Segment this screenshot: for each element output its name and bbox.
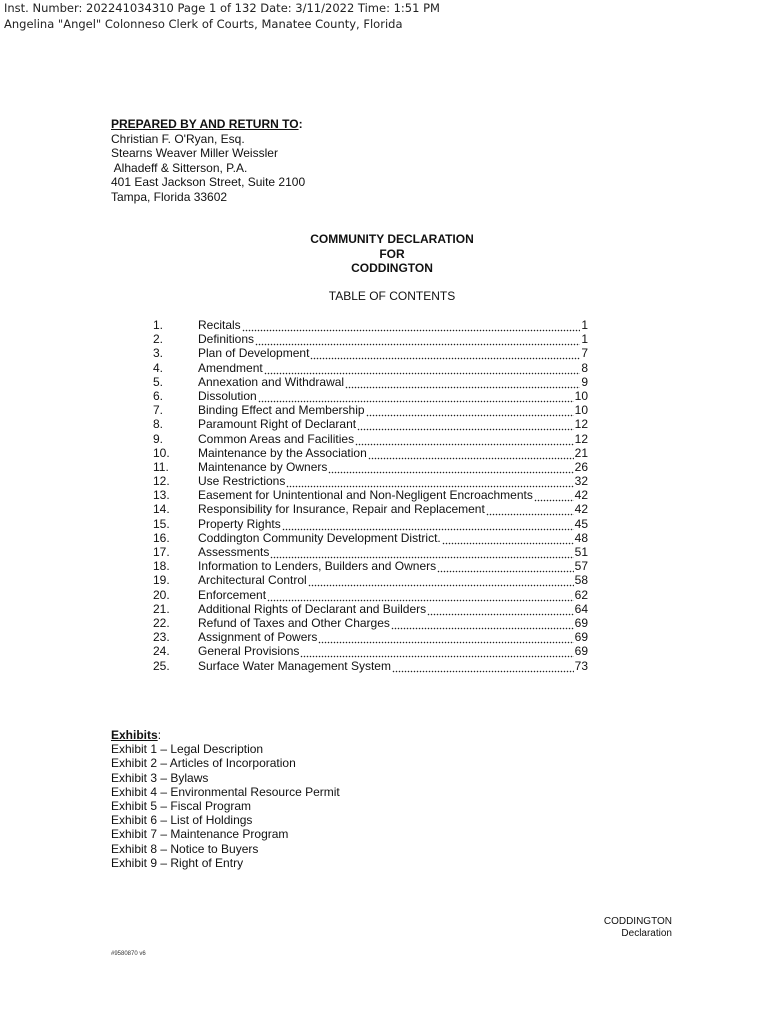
toc-leader-dots xyxy=(355,432,574,446)
toc-page-number: 51 xyxy=(574,545,588,559)
toc-row xyxy=(153,432,588,446)
toc-page-number: 62 xyxy=(574,587,588,602)
exhibits-heading: Exhibits: xyxy=(111,728,162,742)
toc-title: Responsibility for Insurance, Repair and Replacement xyxy=(198,502,485,517)
toc-title: Plan of Development xyxy=(198,346,310,361)
title-line-2: FOR xyxy=(379,246,405,261)
title-line-1: COMMUNITY DECLARATION xyxy=(310,232,474,246)
document-number: #9580870 v6 xyxy=(111,951,146,957)
toc-number: 17. xyxy=(153,545,170,559)
toc-row xyxy=(153,446,588,460)
toc-leader-dots xyxy=(357,417,574,431)
toc-number: 18. xyxy=(153,559,170,574)
toc-title: Amendment xyxy=(198,360,263,375)
toc-number: 6. xyxy=(153,388,164,403)
toc-number: 7. xyxy=(153,403,164,418)
toc-page-number: 48 xyxy=(574,530,588,545)
exhibit-item: Exhibit 1 – Legal Description xyxy=(111,742,264,757)
toc-page-number: 69 xyxy=(574,615,588,630)
toc-title: Easement for Unintentional and Non-Negligent Encroachments xyxy=(198,488,533,503)
toc-row xyxy=(153,602,588,616)
toc-page-number: 32 xyxy=(574,474,588,489)
toc-page-number: 57 xyxy=(574,559,588,574)
toc-row xyxy=(153,346,588,360)
toc-page-number: 10 xyxy=(574,388,588,403)
toc-row xyxy=(153,389,588,403)
prepared-by-line: 401 East Jackson Street, Suite 2100 xyxy=(111,175,306,189)
toc-page-number: 73 xyxy=(574,658,588,673)
toc-title: Use Restrictions xyxy=(198,474,286,489)
toc-row xyxy=(153,630,588,644)
prepared-by-block xyxy=(111,117,305,204)
toc-title: Annexation and Withdrawal xyxy=(198,374,345,389)
toc-number: 11. xyxy=(153,459,169,474)
exhibit-item: Exhibit 2 – Articles of Incorporation xyxy=(111,756,296,771)
title-line-3: CODDINGTON xyxy=(351,261,433,275)
exhibit-item: Exhibit 3 – Bylaws xyxy=(111,770,209,785)
toc-page-number: 1 xyxy=(581,332,588,347)
toc-row xyxy=(153,502,588,516)
toc-number: 21. xyxy=(153,601,170,616)
toc-leader-dots xyxy=(437,559,574,573)
toc-number: 10. xyxy=(153,445,170,460)
toc-leader-dots xyxy=(366,403,574,417)
toc-number: 5. xyxy=(153,374,164,389)
prepared-by-line: Stearns Weaver Miller Weissler xyxy=(111,146,278,160)
footer-name: CODDINGTON xyxy=(603,916,672,927)
toc-leader-dots xyxy=(258,389,574,403)
toc-page-number: 69 xyxy=(574,644,588,659)
toc-leader-dots xyxy=(264,361,581,375)
toc-title: Common Areas and Facilities xyxy=(198,431,355,446)
toc-row xyxy=(153,332,588,346)
toc-page-number: 64 xyxy=(574,601,588,616)
toc-leader-dots xyxy=(392,659,574,673)
toc-row xyxy=(153,460,588,474)
toc-leader-dots xyxy=(310,346,580,360)
toc-page-number: 12 xyxy=(574,417,588,432)
toc-leader-dots xyxy=(318,630,573,644)
toc-leader-dots xyxy=(328,460,573,474)
exhibit-item: Exhibit 8 – Notice to Buyers xyxy=(111,841,259,856)
toc-leader-dots xyxy=(368,446,574,460)
toc-page-number: 10 xyxy=(574,403,588,418)
footer-label xyxy=(604,916,672,940)
toc-leader-dots xyxy=(442,531,574,545)
toc-page-number: 8 xyxy=(581,360,588,375)
toc-page-number: 9 xyxy=(581,374,588,389)
document-title xyxy=(0,232,768,276)
toc-row xyxy=(153,588,588,602)
toc-leader-dots xyxy=(534,488,574,502)
toc-title: Architectural Control xyxy=(198,573,307,588)
toc-page-number: 69 xyxy=(574,630,588,645)
toc-page-number: 1 xyxy=(581,318,588,332)
toc-leader-dots xyxy=(300,644,573,658)
toc-title: Coddington Community Development District. xyxy=(198,530,441,545)
exhibits-block xyxy=(111,728,340,870)
toc-number: 19. xyxy=(153,573,170,588)
toc-page-number: 21 xyxy=(574,445,588,460)
toc-title: Maintenance by the Association xyxy=(198,445,367,460)
toc-row xyxy=(153,474,588,488)
toc-number: 13. xyxy=(153,488,170,503)
toc-row xyxy=(153,403,588,417)
toc-title: Assessments xyxy=(198,545,270,559)
toc-row xyxy=(153,659,588,673)
table-of-contents xyxy=(153,318,588,673)
toc-row xyxy=(153,573,588,587)
toc-title: Dissolution xyxy=(198,388,257,403)
toc-page-number: 26 xyxy=(574,459,588,474)
toc-leader-dots xyxy=(267,588,574,602)
toc-number: 4. xyxy=(153,360,164,375)
toc-number: 24. xyxy=(153,644,170,659)
toc-row xyxy=(153,616,588,630)
toc-row xyxy=(153,517,588,531)
toc-number: 23. xyxy=(153,630,170,645)
recording-stamp-line-2: Angelina "Angel" Colonneso Clerk of Courts, Manatee County, Florida xyxy=(4,17,403,31)
toc-title: Definitions xyxy=(198,332,255,347)
recording-stamp-line-1: Inst. Number: 202241034310 Page 1 of 132 Date: 3/11/2022 Time: 1:51 PM xyxy=(4,1,440,15)
toc-row xyxy=(153,375,588,389)
toc-title: Maintenance by Owners xyxy=(198,459,328,474)
exhibit-item: Exhibit 5 – Fiscal Program xyxy=(111,799,252,814)
prepared-by-line: Alhadeff & Sitterson, P.A. xyxy=(111,160,248,175)
toc-title: Assignment of Powers xyxy=(198,630,318,645)
toc-title: Refund of Taxes and Other Charges xyxy=(198,615,390,630)
toc-number: 25. xyxy=(153,658,170,673)
toc-leader-dots xyxy=(345,375,580,389)
toc-number: 3. xyxy=(153,346,164,361)
toc-title: Information to Lenders, Builders and Owners xyxy=(198,559,437,574)
toc-leader-dots xyxy=(391,616,574,630)
toc-leader-dots xyxy=(427,602,574,616)
toc-leader-dots xyxy=(242,318,581,332)
exhibit-item: Exhibit 7 – Maintenance Program xyxy=(111,827,289,842)
toc-page-number: 42 xyxy=(574,502,588,517)
toc-page-number: 45 xyxy=(574,516,588,531)
toc-number: 9. xyxy=(153,431,164,446)
toc-number: 20. xyxy=(153,587,170,602)
prepared-by-heading: PREPARED BY AND RETURN TO: xyxy=(111,117,303,131)
toc-row xyxy=(153,644,588,658)
toc-leader-dots xyxy=(282,517,574,531)
toc-title: Additional Rights of Declarant and Builders xyxy=(198,601,427,616)
prepared-by-line: Tampa, Florida 33602 xyxy=(111,189,228,204)
recording-stamp xyxy=(4,0,440,32)
toc-title: Paramount Right of Declarant xyxy=(198,417,357,432)
toc-number: 2. xyxy=(153,332,164,347)
toc-page-number: 42 xyxy=(574,488,588,503)
toc-page-number: 12 xyxy=(574,431,588,446)
toc-row xyxy=(153,531,588,545)
toc-leader-dots xyxy=(270,545,573,559)
exhibit-item: Exhibit 6 – List of Holdings xyxy=(111,813,253,828)
toc-leader-dots xyxy=(308,573,574,587)
toc-number: 22. xyxy=(153,615,170,630)
toc-title: Property Rights xyxy=(198,516,281,531)
toc-number: 14. xyxy=(153,502,170,517)
toc-number: 12. xyxy=(153,474,170,489)
toc-row xyxy=(153,318,588,332)
toc-page-number: 7 xyxy=(581,346,588,361)
prepared-by-line: Christian F. O'Ryan, Esq. xyxy=(111,131,245,146)
toc-title: Binding Effect and Membership xyxy=(198,403,365,418)
toc-number: 1. xyxy=(153,318,164,332)
toc-row xyxy=(153,559,588,573)
footer-subtitle: Declaration xyxy=(621,928,672,939)
toc-number: 16. xyxy=(153,530,170,545)
toc-title: Enforcement xyxy=(198,587,267,602)
toc-heading: TABLE OF CONTENTS xyxy=(328,289,456,303)
toc-leader-dots xyxy=(486,502,574,516)
exhibit-item: Exhibit 4 – Environmental Resource Permit xyxy=(111,784,340,799)
toc-title: Surface Water Management System xyxy=(198,658,391,673)
toc-leader-dots xyxy=(286,474,573,488)
toc-row xyxy=(153,417,588,431)
exhibit-item: Exhibit 9 – Right of Entry xyxy=(111,855,244,870)
toc-leader-dots xyxy=(255,332,580,346)
toc-row xyxy=(153,545,588,559)
exhibit-list xyxy=(111,742,340,870)
toc-page-number: 58 xyxy=(574,573,588,588)
toc-title: Recitals xyxy=(198,318,241,332)
toc-number: 8. xyxy=(153,417,164,432)
toc-number: 15. xyxy=(153,516,170,531)
toc-row xyxy=(153,488,588,502)
toc-row xyxy=(153,361,588,375)
toc-title: General Provisions xyxy=(198,644,300,659)
